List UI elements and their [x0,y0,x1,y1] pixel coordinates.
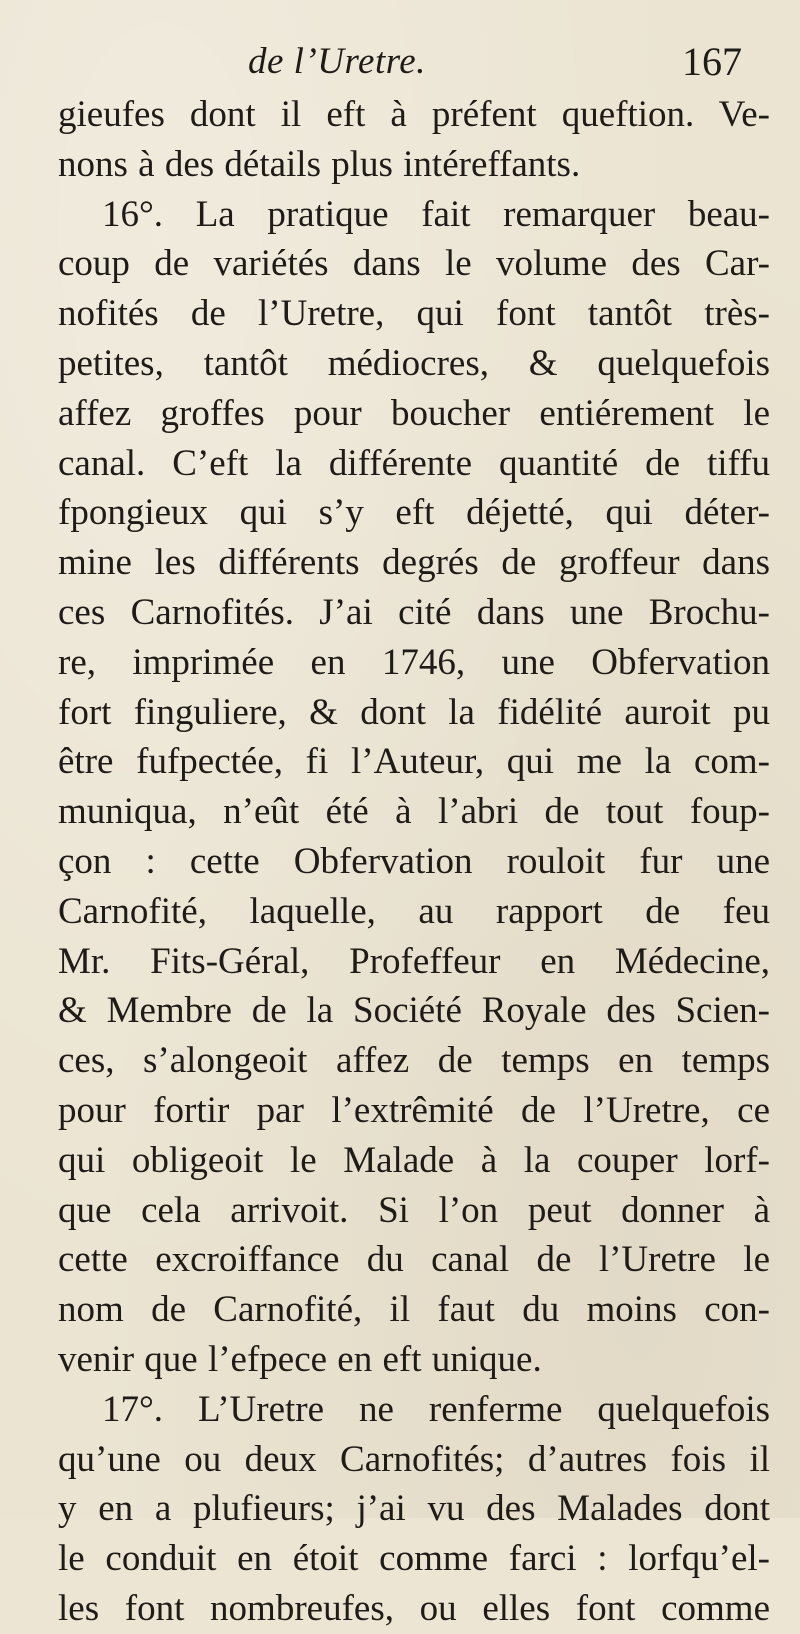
text-line: cette excroiffance du canal de l’Uretre le [58,1239,770,1281]
text-line: Carnofité, laquelle, au rapport de feu [58,890,770,932]
text-line: canal. C’eft la différente quantité de tiffu [58,442,770,484]
text-body [58,90,770,1634]
text-line: çon : cette Obfervation rouloit fur une [58,840,770,882]
text-line: 16°. La pratique fait remarquer beau- [102,193,770,235]
text-line: que cela arrivoit. Si l’on peut donner à [58,1189,770,1231]
text-line: petites, tantôt médiocres, & quelquefois [58,342,770,384]
text-line: & Membre de la Société Royale des Scien- [58,990,770,1032]
text-line: fpongieux qui s’y eft déjetté, qui déter- [58,492,770,534]
text-line: fort finguliere, & dont la fidélité auroit pu [58,691,770,733]
text-line: être fufpectée, fi l’Auteur, qui me la com- [58,741,770,783]
running-title: de l’Uretre. [248,41,426,82]
text-line: qui obligeoit le Malade à la couper lorf- [58,1139,770,1181]
text-line: nons à des détails plus intéreffants. [58,143,581,185]
text-line: ces, s’alongeoit affez de temps en temps [58,1040,770,1082]
text-line: y en a plufieurs; j’ai vu des Malades dont [58,1488,770,1530]
text-line: nom de Carnofité, il faut du moins con- [58,1289,770,1331]
text-line: qu’une ou deux Carnofités; d’autres fois il [58,1438,770,1480]
text-line: re, imprimée en 1746, une Obfervation [58,641,770,683]
text-line: venir que l’efpece en eft unique. [58,1338,542,1380]
text-line: nofités de l’Uretre, qui font tantôt très- [58,293,770,335]
text-line: gieufes dont il eft à préfent queftion. Ve- [58,94,770,135]
text-line: affez groffes pour boucher entiérement le [58,392,770,434]
text-line: mine les différents degrés de groffeur dans [58,542,770,584]
text-line: les font nombreufes, ou elles font comme [58,1587,770,1629]
text-line: coup de variétés dans le volume des Car- [58,243,770,285]
page-number: 167 [682,39,742,84]
text-line: 17°. L’Uretre ne renferme quelquefois [102,1388,770,1430]
text-line: muniqua, n’eût été à l’abri de tout foup- [58,791,770,833]
running-head [58,30,770,88]
text-line: Mr. Fits-Géral, Profeffeur en Médecine, [58,940,770,982]
text-line: ces Carnofités. J’ai cité dans une Brochu- [58,591,770,633]
text-line: le conduit en étoit comme farci : lorfqu’el- [58,1538,770,1580]
text-line: pour fortir par l’extrêmité de l’Uretre, ce [58,1089,770,1131]
